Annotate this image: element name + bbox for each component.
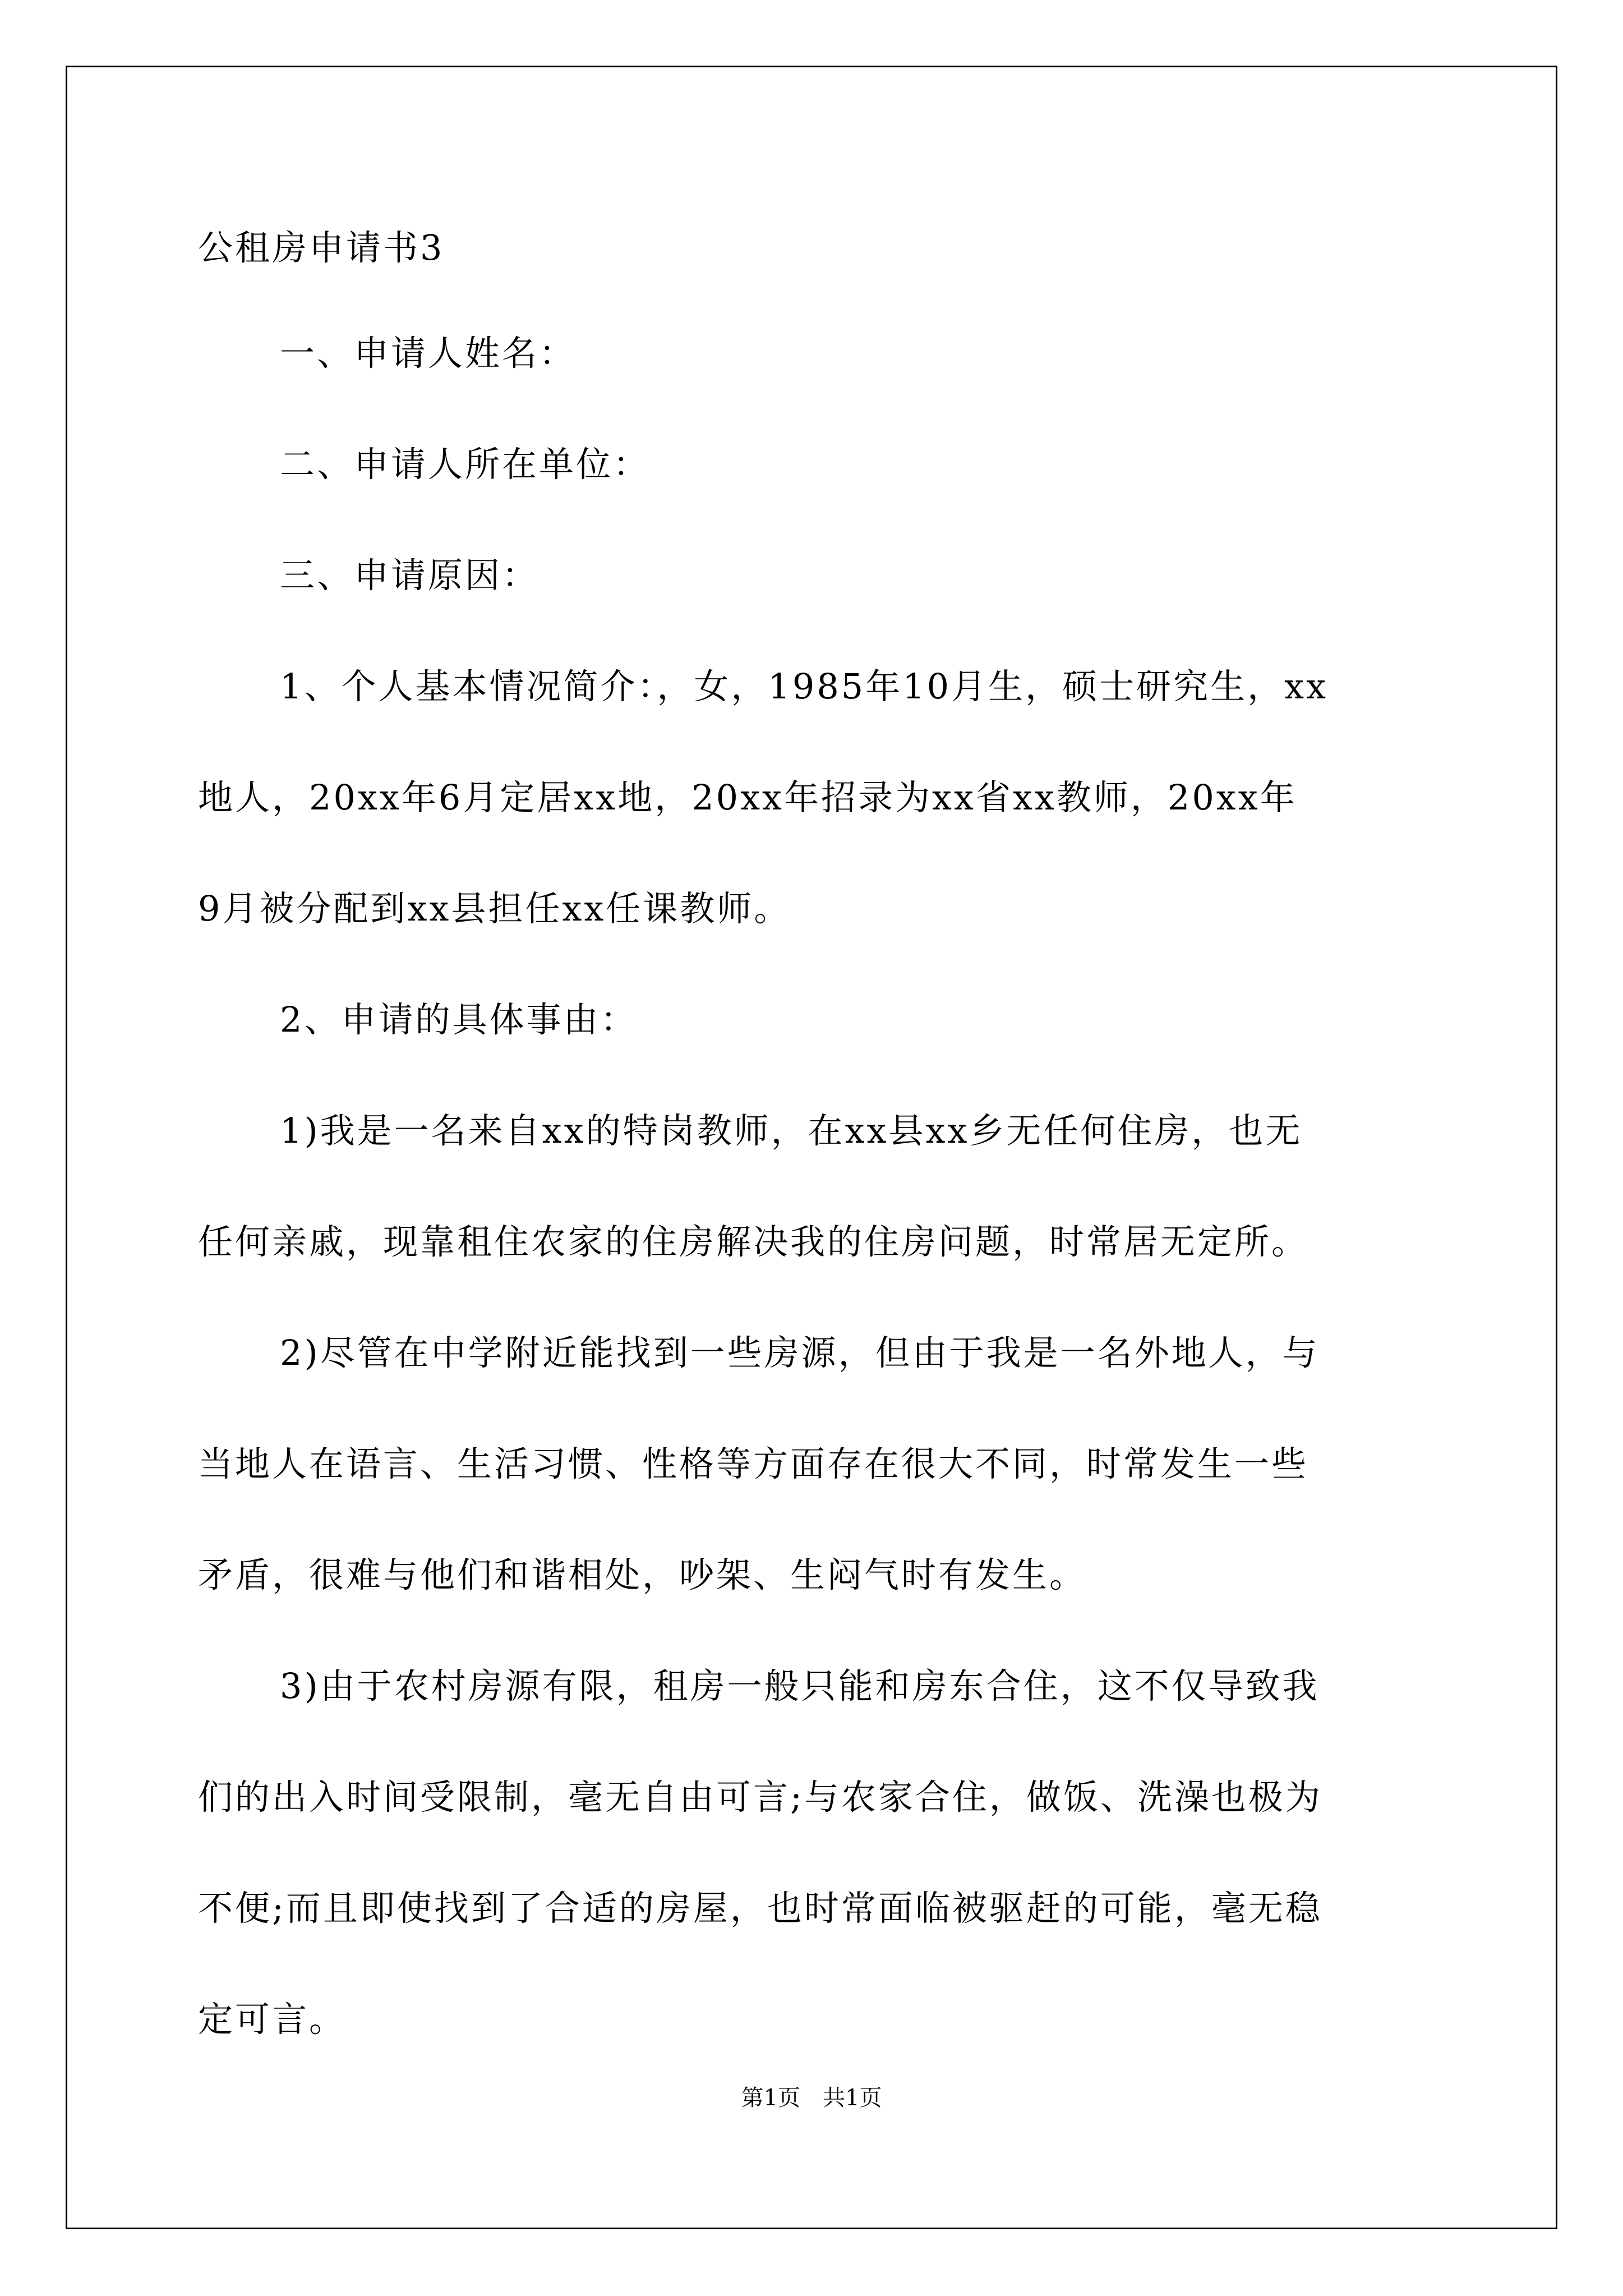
paragraph-reason-heading [198, 553, 1426, 664]
paragraph-line: 9月被分配到xx县担任xx任课教师。 [198, 888, 791, 929]
paragraph-line: 3)由于农村房源有限，租房一般只能和房东合住，这不仅导致我 [280, 1665, 1320, 1706]
page-number: 第1页 共1页 [741, 2085, 882, 2111]
paragraph-line: 三、申请原因： [280, 555, 540, 596]
paragraph-reason-3 [198, 1664, 1426, 2108]
paragraph-line: 2)尽管在中学附近能找到一些房源，但由于我是一名外地人，与 [280, 1332, 1320, 1373]
paragraph-line: 们的出入时间受限制，毫无自由可言;与农家合住，做饭、洗澡也极为 [198, 1777, 1322, 1818]
paragraph-applicant-unit [198, 442, 1426, 553]
paragraph-line: 矛盾，很难与他们和谐相处，吵架、生闷气时有发生。 [198, 1554, 1087, 1595]
paragraph-personal-info [198, 664, 1426, 997]
document-title: 公租房申请书3 [198, 227, 445, 268]
paragraph-line: 二、申请人所在单位： [280, 444, 651, 485]
paragraph-line: 2、申请的具体事由： [280, 999, 638, 1040]
paragraph-reason-2 [198, 1331, 1426, 1664]
paragraph-line: 1、个人基本情况简介：，女，1985年10月生，硕士研究生，xx [280, 666, 1329, 707]
paragraph-line: 1)我是一名来自xx的特岗教师，在xx县xx乡无任何住房，也无 [280, 1110, 1303, 1151]
paragraph-specific-reasons-heading [198, 997, 1426, 1108]
paragraph-line: 任何亲戚，现靠租住农家的住房解决我的住房问题，时常居无定所。 [198, 1221, 1309, 1262]
paragraph-applicant-name [198, 331, 1426, 442]
paragraph-line: 地人，20xx年6月定居xx地，20xx年招录为xx省xx教师，20xx年 [198, 777, 1297, 818]
paragraph-line: 一、申请人姓名： [280, 333, 577, 374]
paragraph-reason-1 [198, 1108, 1426, 1331]
paragraph-line: 定可言。 [198, 1999, 347, 2040]
paragraph-line: 当地人在语言、生活习惯、性格等方面存在很大不同，时常发生一些 [198, 1443, 1309, 1484]
paragraph-line: 不便;而且即使找到了合适的房屋，也时常面临被驱赶的可能，毫无稳 [198, 1888, 1322, 1929]
